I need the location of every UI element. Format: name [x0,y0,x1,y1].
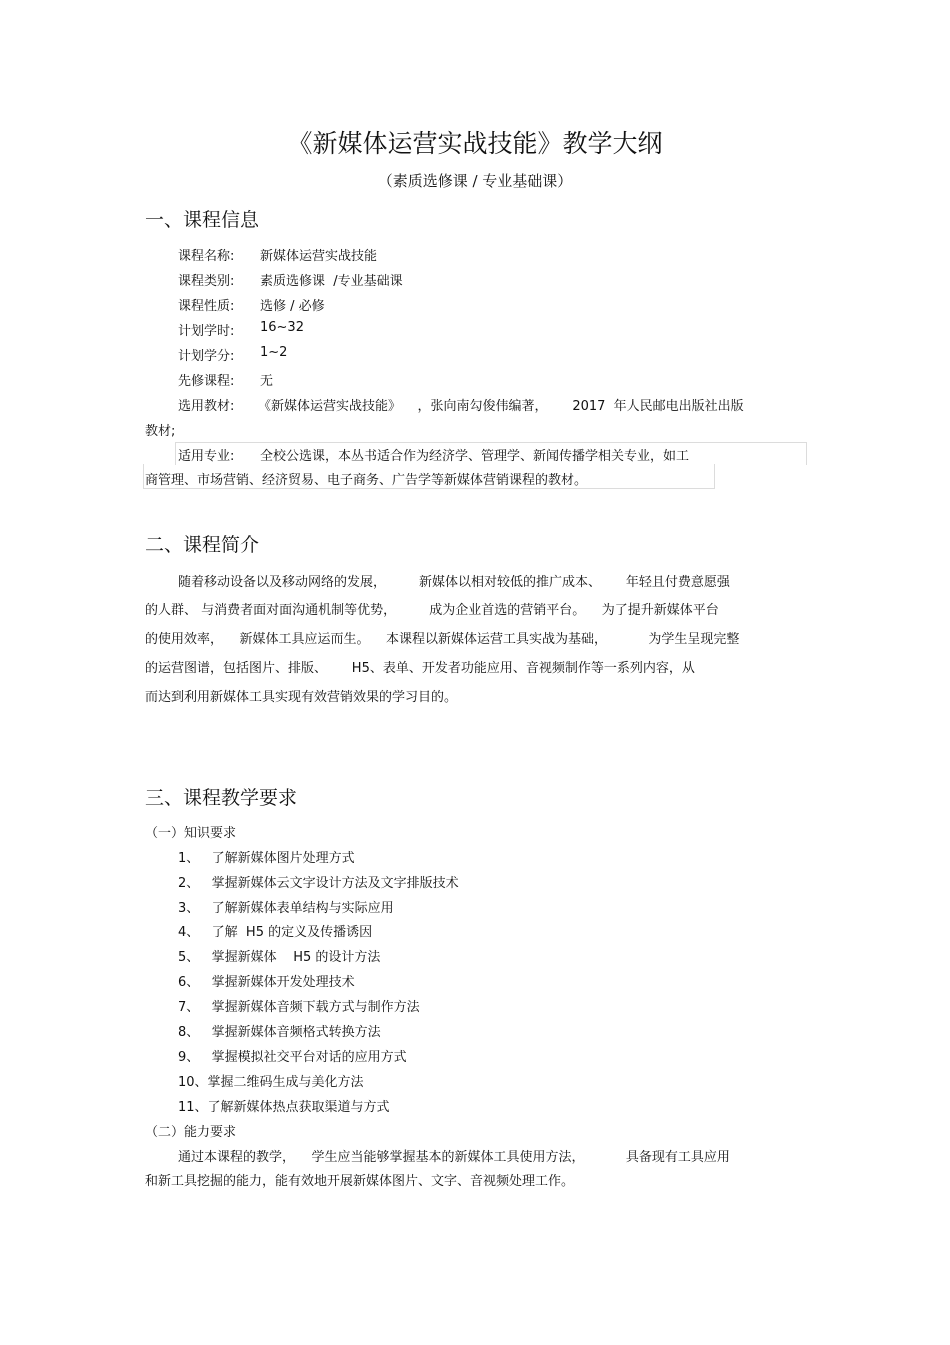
field-value: 1~2 [260,345,288,360]
field-value: 16~32 [260,320,304,335]
list-item: 6、 掌握新媒体开发处理技术 [178,975,355,990]
section-heading-course-info: 一、课程信息 [145,209,260,231]
major-label: 适用专业: [178,449,235,464]
major-value: 全校公选课，本丛书适合作为经济学、管理学、新闻传播学相关专业，如工 [260,449,690,464]
textbook-value-continued: 教材; [145,424,176,439]
field-label: 课程类别: [178,274,235,289]
textbook-value: 《新媒体运营实战技能》 ，张向南勾俊伟编著， 2017 年人民邮电出版社出版 [258,399,744,414]
paragraph-line: 的运营图谱，包括图片、排版、 H5、表单、开发者功能应用、音视频制作等一系列内容，从 [145,661,695,676]
paragraph-line: 而达到利用新媒体工具实现有效营销效果的学习目的。 [145,690,458,705]
document-title: 《新媒体运营实战技能》教学大纲 [287,129,663,158]
paragraph-line: 的使用效率， 新媒体工具应运而生。 本课程以新媒体运营工具实战为基础， 为学生呈现完整 [145,632,740,647]
document-subtitle: （素质选修课 / 专业基础课） [377,172,573,190]
list-item: 1、 了解新媒体图片处理方式 [178,851,355,866]
field-label: 课程性质: [178,299,235,314]
list-item: 2、 掌握新媒体云文字设计方法及文字排版技术 [178,876,459,891]
knowledge-requirements-heading: （一）知识要求 [145,826,237,841]
textbook-label: 选用教材: [178,399,235,414]
field-label: 课程名称: [178,249,235,264]
list-item: 9、 掌握模拟社交平台对话的应用方式 [178,1050,407,1065]
field-label: 计划学分: [178,349,235,364]
list-item: 8、 掌握新媒体音频格式转换方法 [178,1025,381,1040]
list-item: 7、 掌握新媒体音频下载方式与制作方法 [178,1000,420,1015]
major-value-continued: 商管理、市场营销、经济贸易、电子商务、广告学等新媒体营销课程的教材。 [145,473,588,488]
list-item: 10、掌握二维码生成与美化方法 [178,1075,364,1090]
field-value: 新媒体运营实战技能 [260,249,378,264]
field-label: 先修课程: [178,374,235,389]
ability-requirements-heading: （二）能力要求 [145,1125,237,1140]
section-heading-course-intro: 二、课程简介 [145,534,260,556]
ability-paragraph-line: 和新工具挖掘的能力，能有效地开展新媒体图片、文字、音视频处理工作。 [145,1174,575,1189]
field-value: 素质选修课 /专业基础课 [260,274,403,289]
field-value: 无 [260,374,274,389]
list-item: 3、 了解新媒体表单结构与实际应用 [178,901,394,916]
paragraph-line: 随着移动设备以及移动网络的发展， 新媒体以相对较低的推广成本、 年轻且付费意愿强 [178,575,730,590]
field-label: 计划学时: [178,324,235,339]
list-item: 5、 掌握新媒体 H5 的设计方法 [178,950,381,965]
list-item: 11、了解新媒体热点获取渠道与方式 [178,1100,390,1115]
field-value: 选修 / 必修 [260,299,325,314]
ability-paragraph-line: 通过本课程的教学， 学生应当能够掌握基本的新媒体工具使用方法， 具备现有工具应用 [178,1150,730,1165]
paragraph-line: 的人群、 与消费者面对面沟通机制等优势， 成为企业首选的营销平台。 为了提升新媒体平台 [145,603,719,618]
list-item: 4、 了解 H5 的定义及传播诱因 [178,925,373,940]
section-heading-teaching-requirements: 三、课程教学要求 [145,787,298,809]
